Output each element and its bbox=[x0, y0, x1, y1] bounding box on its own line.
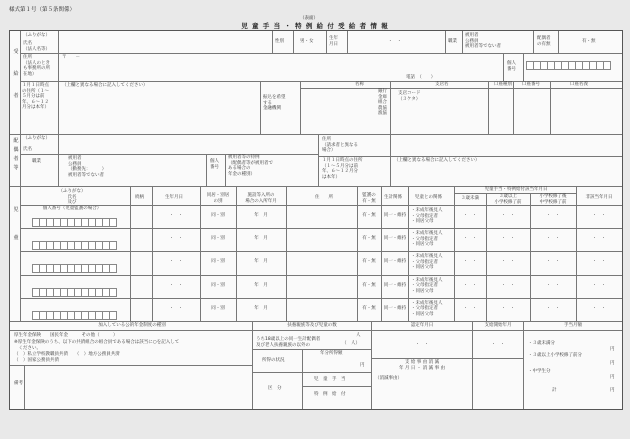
child-cohabit[interactable]: 同・別 bbox=[211, 236, 225, 242]
child-date-cell[interactable]: ・ ・ bbox=[501, 213, 515, 218]
children-col-birth: 生年月日 bbox=[165, 195, 183, 200]
income-yen: 円 bbox=[360, 363, 365, 368]
child-date-cell[interactable]: ・ ・ bbox=[463, 213, 477, 218]
branch-code-label: 支店コード （３ケタ） bbox=[398, 91, 421, 102]
monthly-yen1: 円 bbox=[610, 347, 615, 352]
child-birth[interactable]: ・ ・ bbox=[169, 259, 183, 265]
monthly-yen3: 円 bbox=[610, 375, 615, 380]
child-custody[interactable]: 有・無 bbox=[362, 213, 376, 218]
income-label: 所得の状況 bbox=[262, 358, 285, 363]
child-date-cell[interactable]: ・ ・ bbox=[463, 259, 477, 265]
recipient-gender-options[interactable]: 男・女 bbox=[300, 39, 314, 44]
bank-label: 振込を希望 する 金融機関 bbox=[263, 95, 286, 111]
child-relation[interactable]: ・未成年後見人 ・父母指定者 ・同居父母 bbox=[411, 277, 443, 294]
recipient-furigana-label: （ふりがな） bbox=[23, 33, 50, 38]
child-custody[interactable]: 有・無 bbox=[362, 259, 376, 265]
child-cohabit[interactable]: 同・別 bbox=[211, 305, 225, 311]
decision-reason-label: 支 給 事 由 消 滅 年 月 日 ・ 消 滅 事 由 bbox=[398, 360, 445, 371]
income-value[interactable]: 年分所得額 bbox=[320, 351, 343, 356]
bank-name-label: 名称 bbox=[355, 82, 364, 87]
spouse-jan1-label: １月１日時点の住所 （１～５月分は前 年、６～１２月分 は本年） bbox=[322, 158, 363, 180]
copy-tag: （表面） bbox=[300, 16, 318, 21]
monthly-item3: ・中学生分 bbox=[528, 369, 551, 374]
recipient-spouse-options[interactable]: 有・無 bbox=[582, 39, 596, 44]
spouse-name-label: 氏名 bbox=[23, 147, 32, 152]
children-col-cohabit: 同居・別居 の別 bbox=[206, 193, 230, 204]
child-livelihood[interactable]: 同一・維持 bbox=[383, 213, 407, 218]
spouse-pension-label: 被用者等の特例 （配偶者等が被用者で ある場合の 年金の種別） bbox=[228, 155, 273, 177]
pension-line4[interactable]: （ ）国家公務員共済 bbox=[14, 358, 59, 363]
children-section-label: 児 童 bbox=[13, 207, 19, 241]
monthly-item2: ・３歳以上小学校修了前分 bbox=[528, 353, 582, 358]
child-date-cell[interactable]: ・ ・ bbox=[592, 259, 606, 265]
children-col-middle: 小学校修了後 中学校修了前 bbox=[539, 194, 567, 205]
children-col-livelihood: 生計関係 bbox=[384, 195, 402, 200]
child-date-cell[interactable]: ・ ・ bbox=[501, 259, 515, 265]
child-relation[interactable]: ・未成年後見人 ・父母指定者 ・同居父母 bbox=[411, 254, 443, 271]
bank-types[interactable]: 銀行 金庫 組合 農協 漁協 bbox=[378, 89, 387, 116]
child-relation[interactable]: ・未成年後見人 ・父母指定者 ・同居父母 bbox=[411, 300, 443, 317]
recipient-occupation-options[interactable]: 被用者 公務員 被用者等でない者 bbox=[465, 33, 501, 49]
child-livelihood[interactable]: 同一・維持 bbox=[383, 236, 407, 242]
child-row-divider bbox=[20, 228, 622, 229]
children-col-relation-to-recipient: 児童との関係 bbox=[415, 195, 442, 200]
child-relation[interactable]: ・未成年後見人 ・父母指定者 ・同居父母 bbox=[411, 208, 443, 224]
child-date-cell[interactable]: ・ ・ bbox=[546, 305, 560, 311]
children-col-facility: 施設等入所の 場合の入所年月 bbox=[245, 193, 277, 204]
spouse-jan1-hint: （上欄と異なる場合に記入してください） bbox=[394, 158, 480, 163]
child-row-divider bbox=[20, 275, 622, 276]
pension-header: 加入している公的年金制度の種別 bbox=[98, 323, 166, 328]
child-date-cell[interactable]: ・ ・ bbox=[463, 236, 477, 242]
pension-line1[interactable]: 厚生年金保険 国民年金 その他（ ） bbox=[14, 333, 118, 338]
recipient-postal-mark: 〒 － bbox=[62, 55, 80, 60]
child-facility[interactable]: 年 月 bbox=[254, 213, 268, 218]
remarks-label: 備考 bbox=[14, 381, 23, 386]
form-frame bbox=[9, 30, 623, 410]
counts-header: 扶養親族等及び児童の数 bbox=[287, 323, 337, 328]
children-col-relation: 続柄 bbox=[135, 195, 144, 200]
spouse-furigana-label: （ふりがな） bbox=[23, 136, 50, 141]
child-cohabit[interactable]: 同・別 bbox=[211, 259, 225, 265]
recipient-personal-no-label: 個人 番号 bbox=[507, 61, 516, 72]
recipient-name-label: 氏名 （法人名等） bbox=[23, 41, 50, 52]
class-label: 区 分 bbox=[268, 386, 282, 391]
child-cohabit[interactable]: 同・別 bbox=[211, 282, 225, 288]
child-facility[interactable]: 年 月 bbox=[254, 259, 268, 265]
child-livelihood[interactable]: 同一・維持 bbox=[383, 259, 407, 265]
child-birth[interactable]: ・ ・ bbox=[169, 236, 183, 242]
recipient-birth-label: 生年 月日 bbox=[329, 36, 338, 47]
child-birth[interactable]: ・ ・ bbox=[169, 305, 183, 311]
spouse-address-label: 住所 （請求者と異なる 場合） bbox=[322, 137, 358, 153]
pension-line2: ※厚生年金保険のうち、以下の共済組合の組合員である場合は該当に○を記入して ください。 bbox=[14, 340, 180, 351]
recipient-personal-no-boxes[interactable] bbox=[526, 61, 610, 80]
child-facility[interactable]: 年 月 bbox=[254, 282, 268, 288]
payment-start-date[interactable]: ・ ・ bbox=[491, 342, 505, 347]
child-date-cell[interactable]: ・ ・ bbox=[501, 282, 515, 288]
child-date-cell[interactable]: ・ ・ bbox=[546, 213, 560, 218]
recipient-occupation-label: 職業 bbox=[448, 39, 457, 44]
monthly-yen-total: 円 bbox=[610, 388, 615, 393]
decision-reason-hint: （消滅事由） bbox=[375, 376, 402, 381]
child-date-cell[interactable]: ・ ・ bbox=[592, 282, 606, 288]
child-facility[interactable]: 年 月 bbox=[254, 236, 268, 242]
decision-header: 認定年月日 bbox=[410, 323, 434, 328]
class-child-allowance[interactable]: 児 童 手 当 bbox=[314, 377, 346, 382]
monthly-header: 手当月額 bbox=[564, 323, 582, 328]
form-title: 児 童 手 当 ・ 特 例 給 付 受 給 者 情 報 bbox=[241, 22, 389, 30]
recipient-section-label: 受 給 者 bbox=[13, 49, 19, 99]
child-row-divider bbox=[20, 251, 622, 252]
child-livelihood[interactable]: 同一・維持 bbox=[383, 282, 407, 288]
decision-date[interactable]: ・ ・ bbox=[415, 342, 429, 347]
child-facility[interactable]: 年 月 bbox=[254, 305, 268, 311]
child-date-cell[interactable]: ・ ・ bbox=[501, 236, 515, 242]
children-col-benefit-group: 児童手当・特例給付該当年月日 bbox=[484, 187, 548, 192]
monthly-item1: ・３歳未満分 bbox=[528, 341, 555, 346]
children-col-custody: 監護の 有・無 bbox=[362, 193, 376, 204]
child-date-cell[interactable]: ・ ・ bbox=[546, 259, 560, 265]
child-cohabit[interactable]: 同・別 bbox=[211, 213, 225, 218]
pension-line3[interactable]: （ ）私立学校教職員共済 （ ）地方公務員共済 bbox=[14, 352, 120, 357]
children-col-address: 住 所 bbox=[315, 195, 333, 200]
children-col-name: （ふりがな） 氏名 及び 個人番号（児童監護の場合） bbox=[42, 189, 102, 211]
account-no-label: 口座番号 bbox=[522, 82, 540, 87]
counts-under18-label: うち18歳以上の同一生計配偶者 及び老人扶養親族の以外の bbox=[256, 337, 321, 348]
child-date-cell[interactable]: ・ ・ bbox=[501, 305, 515, 311]
child-custody[interactable]: 有・無 bbox=[362, 236, 376, 242]
child-date-cell[interactable]: ・ ・ bbox=[592, 213, 606, 218]
recipient-jan1-label: １月１日時点 の住所（１～ ５月分は前 年、６～１２ 月分は本年） bbox=[22, 83, 49, 110]
child-birth[interactable]: ・ ・ bbox=[169, 213, 183, 218]
counts-under18-unit: （ 人） bbox=[342, 341, 360, 346]
monthly-total: 計 bbox=[552, 388, 557, 393]
child-date-cell[interactable]: ・ ・ bbox=[592, 305, 606, 311]
recipient-gender-label: 性別 bbox=[275, 39, 284, 44]
form-id: 様式第１号（第５条関係） bbox=[9, 7, 76, 13]
counts-people-unit: 人 bbox=[356, 333, 361, 338]
spouse-personal-no-label: 個人 番号 bbox=[210, 159, 219, 170]
spouse-occupation-options[interactable]: 被用者 公務員 （勤務先： ） 被用者等でない者 bbox=[68, 156, 107, 178]
child-date-cell[interactable]: ・ ・ bbox=[592, 236, 606, 242]
child-date-cell[interactable]: ・ ・ bbox=[546, 236, 560, 242]
child-row-divider bbox=[20, 298, 622, 299]
child-date-cell[interactable]: ・ ・ bbox=[463, 282, 477, 288]
children-col-under3: ３歳未満 bbox=[461, 196, 479, 201]
account-holder-label: 口座名義 bbox=[570, 82, 588, 87]
recipient-phone-label: 電話 （ ） bbox=[406, 75, 436, 80]
recipient-address-label: 住所 （法人のとき も事務所の所 在地） bbox=[23, 55, 50, 77]
child-date-cell[interactable]: ・ ・ bbox=[463, 305, 477, 311]
child-relation[interactable]: ・未成年後見人 ・父母指定者 ・同居父母 bbox=[411, 231, 443, 248]
monthly-yen2: 円 bbox=[610, 361, 615, 366]
payment-start-header: 支給開始年月 bbox=[484, 323, 512, 328]
class-special-benefit[interactable]: 特 例 給 付 bbox=[314, 392, 346, 397]
recipient-spouse-label: 配偶者 の有無 bbox=[537, 36, 551, 47]
account-type-label: 口座種別 bbox=[494, 82, 512, 87]
child-custody[interactable]: 有・無 bbox=[362, 305, 376, 311]
children-col-not-applicable: 非該当年月日 bbox=[585, 195, 613, 200]
spouse-occupation-label: 職業 bbox=[32, 159, 41, 164]
children-col-3-to-elem: ３歳以上 小学校修了前 bbox=[494, 194, 522, 205]
recipient-birth-value[interactable]: ・ ・ bbox=[388, 39, 402, 44]
child-date-cell[interactable]: ・ ・ bbox=[546, 282, 560, 288]
branch-label: 支店名 bbox=[435, 82, 449, 87]
recipient-jan1-hint: （上欄と異なる場合に記入してください） bbox=[62, 83, 148, 88]
child-birth[interactable]: ・ ・ bbox=[169, 282, 183, 288]
spouse-section-label: 配 偶 者 等 bbox=[13, 138, 19, 171]
child-custody[interactable]: 有・無 bbox=[362, 282, 376, 288]
child-livelihood[interactable]: 同一・維持 bbox=[383, 305, 407, 311]
